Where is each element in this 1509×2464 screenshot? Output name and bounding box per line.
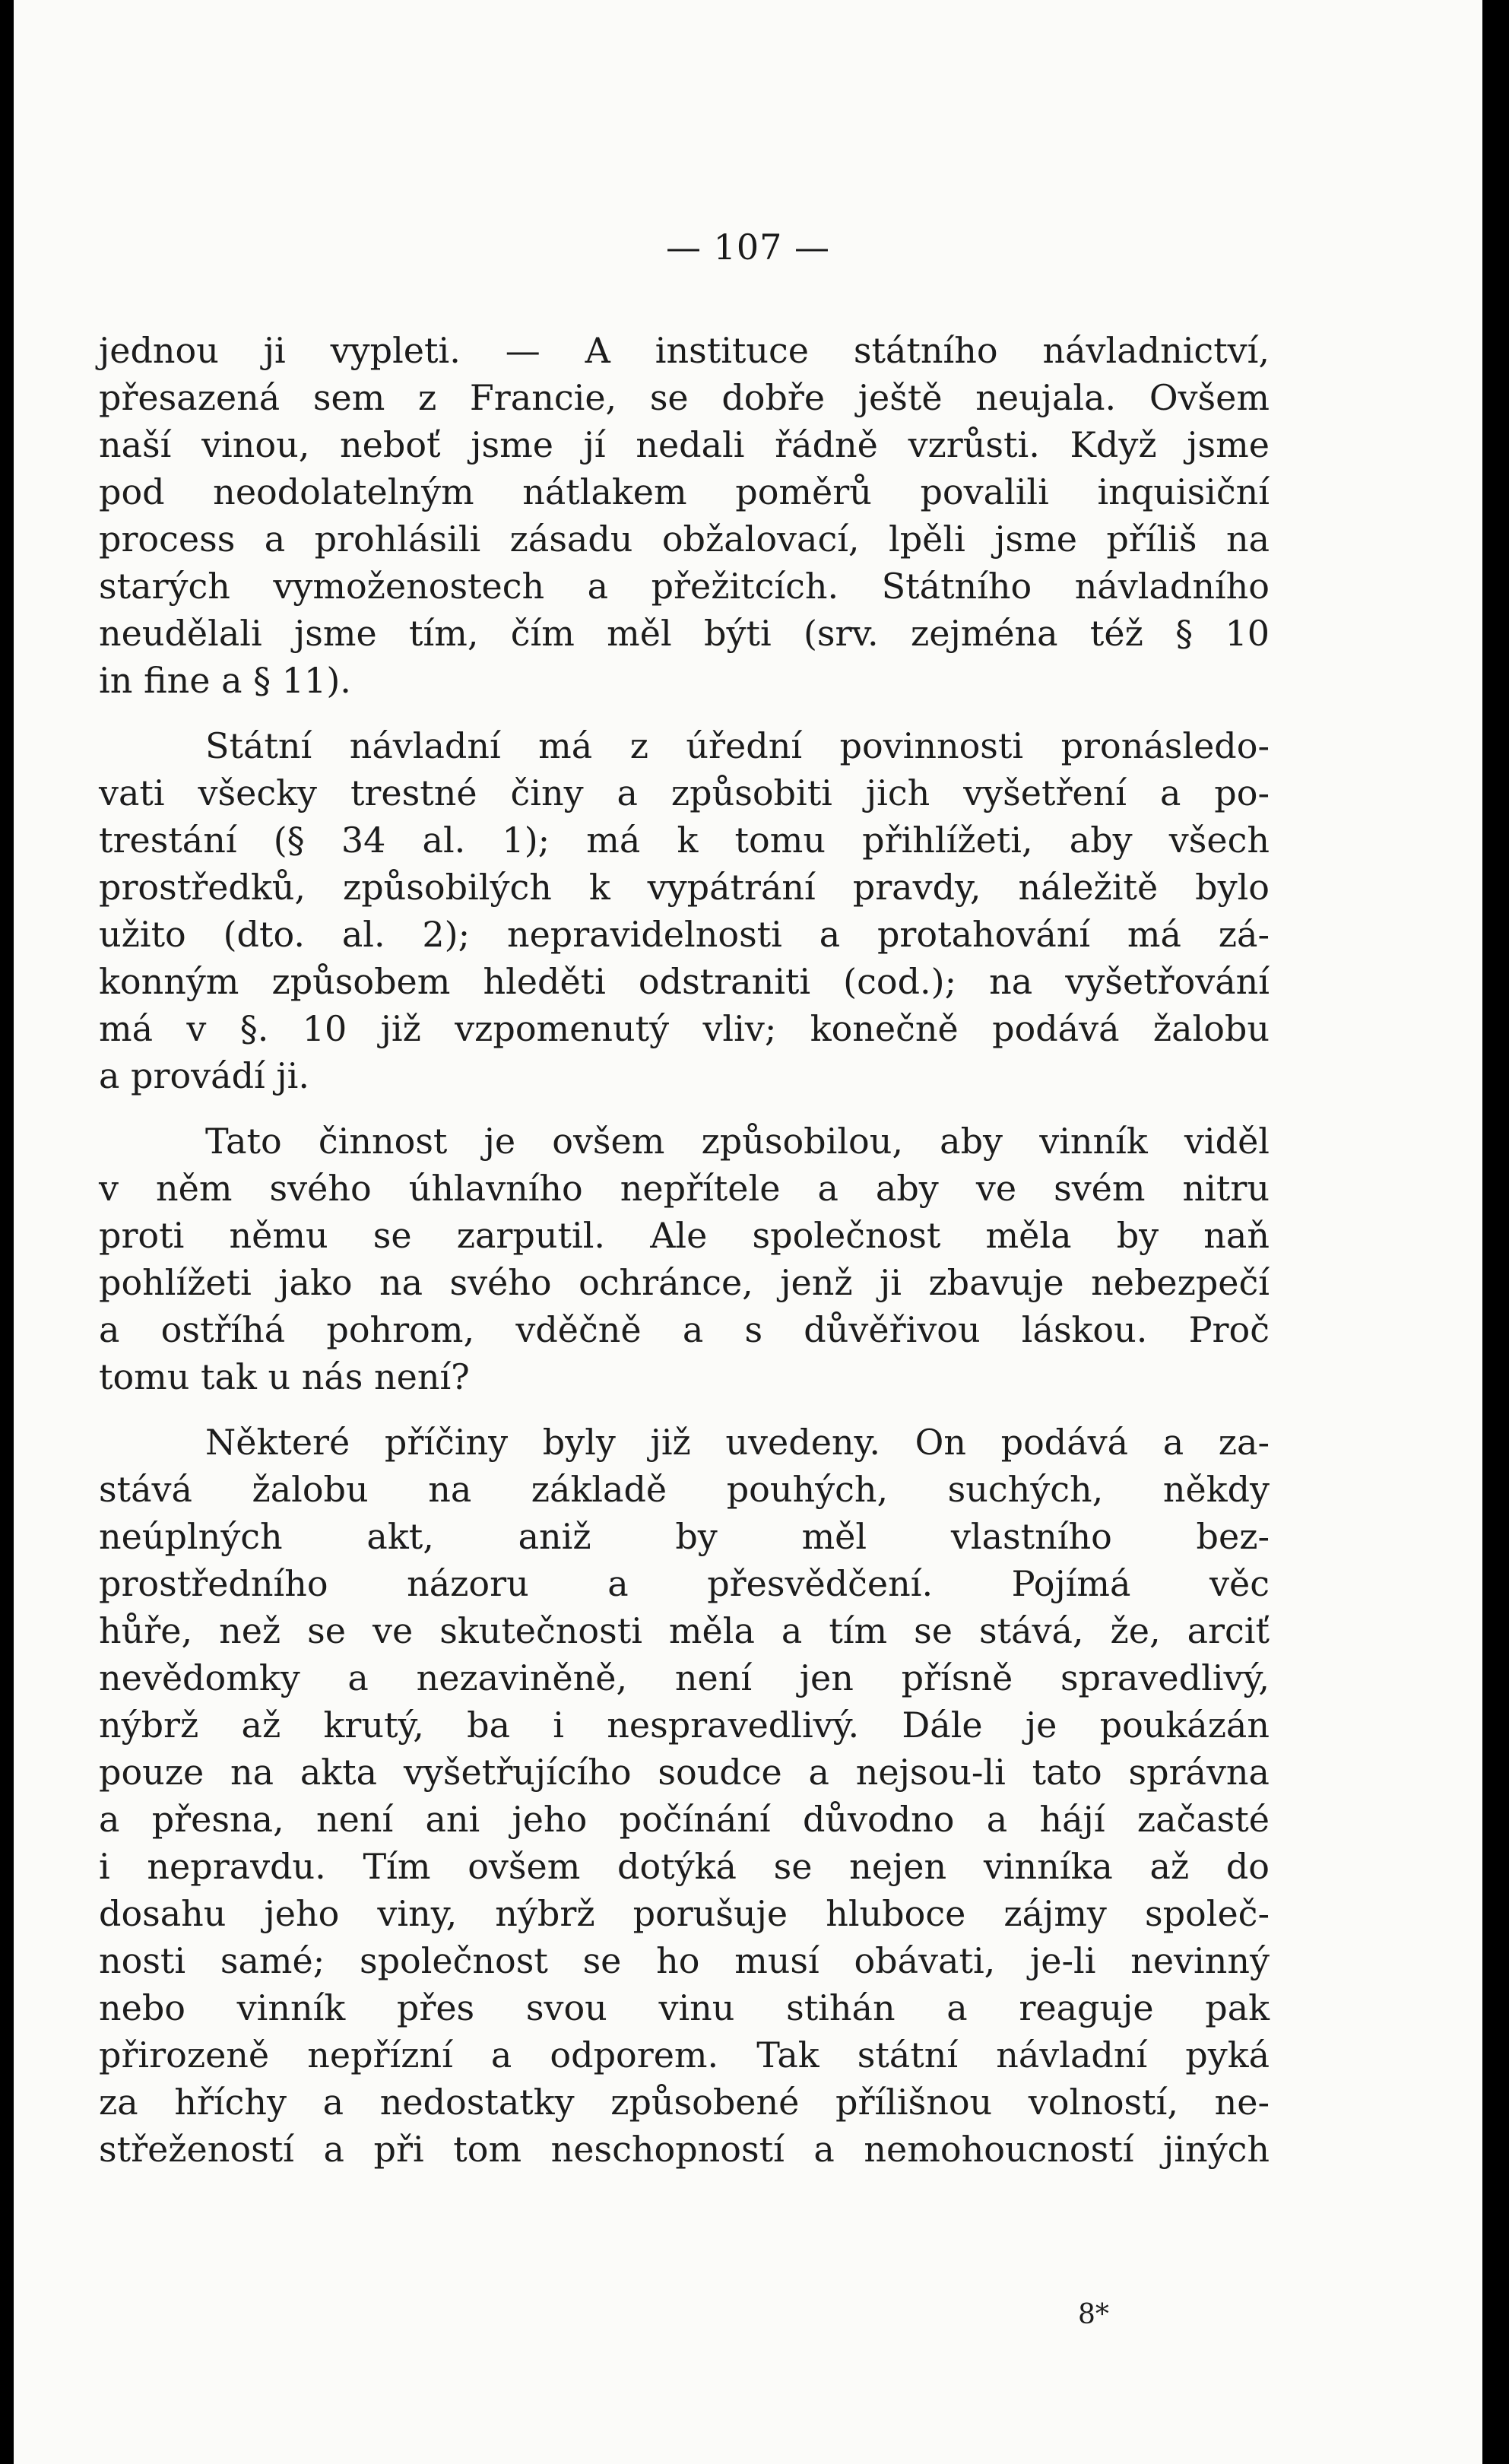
text-line: trestání (§ 34 al. 1); má k tomu přihlížeti, aby všech (99, 820, 1270, 861)
text-line: Některé příčiny byly již uvedeny. On podává a za- (205, 1422, 1270, 1463)
text-line: tomu tak u nás není? (99, 1356, 470, 1397)
text-line: vati všecky trestné činy a způsobiti jich vyšetření a po- (99, 772, 1270, 813)
text-line: nevědomky a nezaviněně, není jen přísně spravedlivý, (99, 1657, 1270, 1698)
text-line: užito (dto. al. 2); nepravidelnosti a protahování má zá- (99, 914, 1270, 955)
text-line: starých vymoženostech a přežitcích. Státního návladního (99, 566, 1270, 607)
book-page (14, 0, 1482, 2464)
text-line: Tato činnost je ovšem způsobilou, aby vinník viděl (205, 1121, 1270, 1162)
text-line: naší vinou, neboť jsme jí nedali řádně vzrůsti. Když jsme (99, 424, 1270, 465)
signature-mark: 8* (1078, 2299, 1109, 2330)
text-line: hůře, než se ve skutečnosti měla a tím se stává, že, arciť (99, 1610, 1270, 1651)
text-line: neudělali jsme tím, čím měl býti (srv. zejména též § 10 (99, 613, 1270, 654)
text-line: in fine a § 11). (99, 660, 351, 701)
text-line: prostředků, způsobilých k vypátrání pravdy, náležitě bylo (99, 867, 1270, 908)
text-line: Státní návladní má z úřední povinnosti pronásledo- (205, 725, 1270, 766)
text-line: přirozeně nepřízní a odporem. Tak státní návladní pyká (99, 2034, 1270, 2076)
text-line: dosahu jeho viny, nýbrž porušuje hluboce zájmy společ- (99, 1893, 1270, 1934)
page-number: — 107 — (665, 227, 831, 268)
text-line: nýbrž až krutý, ba i nespravedlivý. Dále je poukázán (99, 1705, 1270, 1746)
text-line: nebo vinník přes svou vinu stihán a reaguje pak (99, 1987, 1270, 2028)
text-line: i nepravdu. Tím ovšem dotýká se nejen vinníka až do (99, 1846, 1270, 1887)
text-line: pohlížeti jako na svého ochránce, jenž ji zbavuje nebezpečí (99, 1262, 1270, 1303)
text-line: přesazená sem z Francie, se dobře ještě neujala. Ovšem (99, 377, 1270, 418)
text-line: prostředního názoru a přesvědčení. Pojímá věc (99, 1563, 1270, 1604)
text-line: a ostříhá pohrom, vděčně a s důvěřivou láskou. Proč (99, 1309, 1270, 1350)
text-line: v něm svého úhlavního nepřítele a aby ve svém nitru (99, 1168, 1270, 1209)
text-line: a přesna, není ani jeho počínání důvodno a hájí začasté (99, 1799, 1270, 1840)
text-line: střežeností a při tom neschopností a nemohoucností jiných (99, 2129, 1270, 2170)
text-line: proti němu se zarputil. Ale společnost měla by naň (99, 1215, 1270, 1256)
text-line: stává žalobu na základě pouhých, suchých, někdy (99, 1469, 1270, 1510)
text-line: za hříchy a nedostatky způsobené přílišnou volností, ne- (99, 2082, 1270, 2123)
text-line: konným způsobem hleděti odstraniti (cod.); na vyšetřování (99, 961, 1270, 1002)
text-line: pouze na akta vyšetřujícího soudce a nejsou-li tato správna (99, 1752, 1270, 1793)
text-line: má v §. 10 již vzpomenutý vliv; konečně podává žalobu (99, 1008, 1270, 1049)
text-line: process a prohlásili zásadu obžalovací, lpěli jsme příliš na (99, 518, 1270, 560)
text-line: nosti samé; společnost se ho musí obávati, je-li nevinný (99, 1940, 1270, 1981)
text-line: a provádí ji. (99, 1055, 309, 1096)
scan-edge (1482, 0, 1509, 2464)
text-line: neúplných akt, aniž by měl vlastního bez- (99, 1516, 1270, 1557)
text-line: pod neodolatelným nátlakem poměrů povalili inquisiční (99, 471, 1270, 512)
text-line: jednou ji vypleti. — A instituce státního návladnictví, (99, 330, 1270, 371)
